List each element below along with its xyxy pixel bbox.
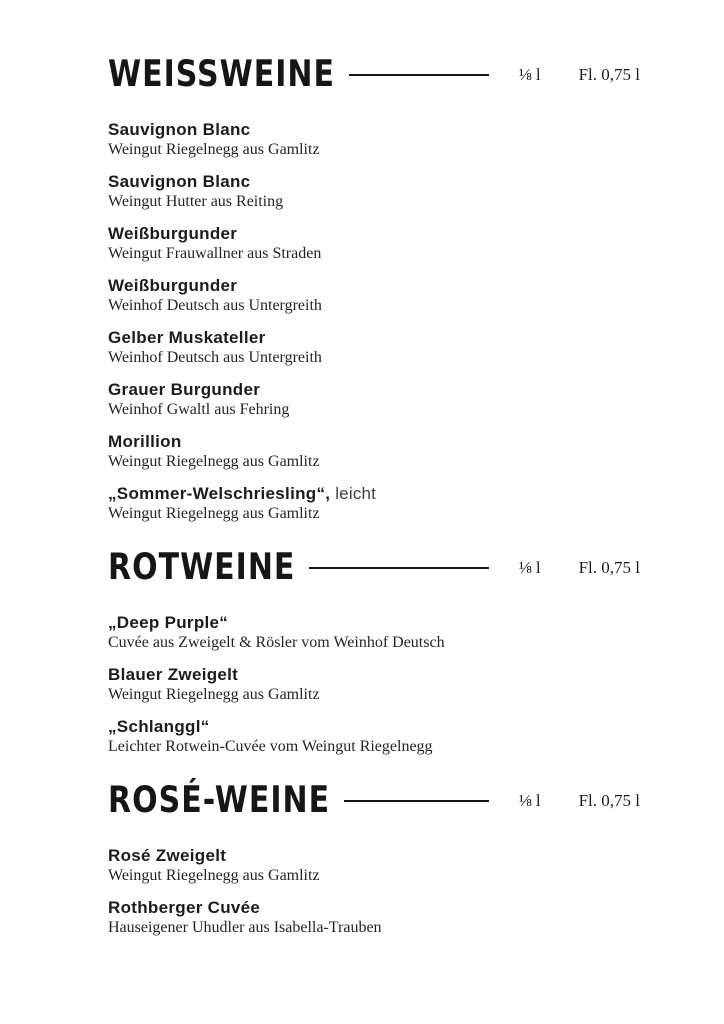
wine-entry bbox=[108, 224, 640, 263]
column-label-eighth-liter: ⅛ l bbox=[518, 65, 541, 84]
wine-name-text: „Schlanggl“ bbox=[108, 717, 210, 736]
wine-producer: Weinhof Gwaltl aus Fehring bbox=[108, 401, 290, 418]
wine-producer: Weingut Riegelnegg aus Gamlitz bbox=[108, 686, 320, 703]
section-header bbox=[108, 53, 640, 96]
wine-name-text: Morillion bbox=[108, 432, 182, 451]
wine-section bbox=[108, 53, 640, 523]
wine-entry bbox=[108, 613, 640, 652]
wine-entry bbox=[108, 432, 640, 471]
wine-entry bbox=[108, 328, 640, 367]
section-header bbox=[108, 546, 640, 589]
wine-producer: Weinhof Deutsch aus Untergreith bbox=[108, 297, 322, 314]
wine-entry bbox=[108, 380, 640, 419]
wine-entry bbox=[108, 846, 640, 885]
wine-name-text: „Sommer-Welschriesling“, bbox=[108, 484, 331, 503]
wine-name-suffix: leicht bbox=[330, 484, 377, 503]
header-rule-divider bbox=[349, 74, 489, 76]
wine-name bbox=[108, 613, 640, 632]
menu-sections bbox=[108, 53, 640, 937]
wine-list bbox=[108, 613, 640, 756]
wine-name bbox=[108, 484, 640, 503]
wine-list bbox=[108, 846, 640, 937]
column-label-bottle-075l: Fl. 0,75 l bbox=[578, 65, 640, 84]
section-title: ROTWEINE bbox=[108, 546, 296, 589]
column-label-eighth-liter: ⅛ l bbox=[518, 558, 541, 577]
wine-producer: Weinhof Deutsch aus Untergreith bbox=[108, 349, 322, 366]
section-header bbox=[108, 779, 640, 822]
wine-entry bbox=[108, 276, 640, 315]
wine-producer: Leichter Rotwein-Cuvée vom Weingut Riegelnegg bbox=[108, 738, 433, 755]
column-label-eighth-liter: ⅛ l bbox=[518, 791, 541, 810]
wine-name bbox=[108, 898, 640, 917]
header-rule-divider bbox=[344, 800, 489, 802]
wine-producer: Weingut Riegelnegg aus Gamlitz bbox=[108, 505, 320, 522]
wine-producer: Weingut Riegelnegg aus Gamlitz bbox=[108, 141, 320, 158]
wine-entry bbox=[108, 665, 640, 704]
wine-producer: Hauseigener Uhudler aus Isabella-Trauben bbox=[108, 919, 382, 936]
wine-entry bbox=[108, 484, 640, 523]
wine-name-text: Sauvignon Blanc bbox=[108, 120, 251, 139]
wine-name bbox=[108, 328, 640, 347]
wine-name-text: Rothberger Cuvée bbox=[108, 898, 261, 917]
wine-producer: Weingut Riegelnegg aus Gamlitz bbox=[108, 453, 320, 470]
section-title: ROSÉ-WEINE bbox=[108, 779, 331, 822]
wine-name-text: Sauvignon Blanc bbox=[108, 172, 251, 191]
wine-section bbox=[108, 779, 640, 937]
wine-section bbox=[108, 546, 640, 756]
section-title: WEISSWEINE bbox=[108, 53, 335, 96]
wine-name bbox=[108, 665, 640, 684]
wine-producer: Weingut Frauwallner aus Straden bbox=[108, 245, 322, 262]
wine-name-text: „Deep Purple“ bbox=[108, 613, 229, 632]
wine-entry bbox=[108, 120, 640, 159]
wine-name bbox=[108, 380, 640, 399]
wine-name-text: Grauer Burgunder bbox=[108, 380, 261, 399]
wine-name bbox=[108, 432, 640, 451]
wine-name-text: Rosé Zweigelt bbox=[108, 846, 227, 865]
wine-name-text: Weißburgunder bbox=[108, 276, 238, 295]
wine-name-text: Blauer Zweigelt bbox=[108, 665, 239, 684]
wine-producer: Weingut Riegelnegg aus Gamlitz bbox=[108, 867, 320, 884]
wine-name bbox=[108, 172, 640, 191]
header-rule-divider bbox=[309, 567, 488, 569]
wine-producer: Weingut Hutter aus Reiting bbox=[108, 193, 284, 210]
column-label-bottle-075l: Fl. 0,75 l bbox=[578, 558, 640, 577]
wine-name-text: Weißburgunder bbox=[108, 224, 238, 243]
wine-name bbox=[108, 276, 640, 295]
wine-entry bbox=[108, 172, 640, 211]
column-label-bottle-075l: Fl. 0,75 l bbox=[578, 791, 640, 810]
wine-name bbox=[108, 846, 640, 865]
wine-producer: Cuvée aus Zweigelt & Rösler vom Weinhof Deutsch bbox=[108, 634, 445, 651]
wine-name bbox=[108, 224, 640, 243]
wine-name bbox=[108, 717, 640, 736]
wine-entry bbox=[108, 898, 640, 937]
wine-name-text: Gelber Muskateller bbox=[108, 328, 266, 347]
wine-entry bbox=[108, 717, 640, 756]
wine-list bbox=[108, 120, 640, 523]
wine-name bbox=[108, 120, 640, 139]
